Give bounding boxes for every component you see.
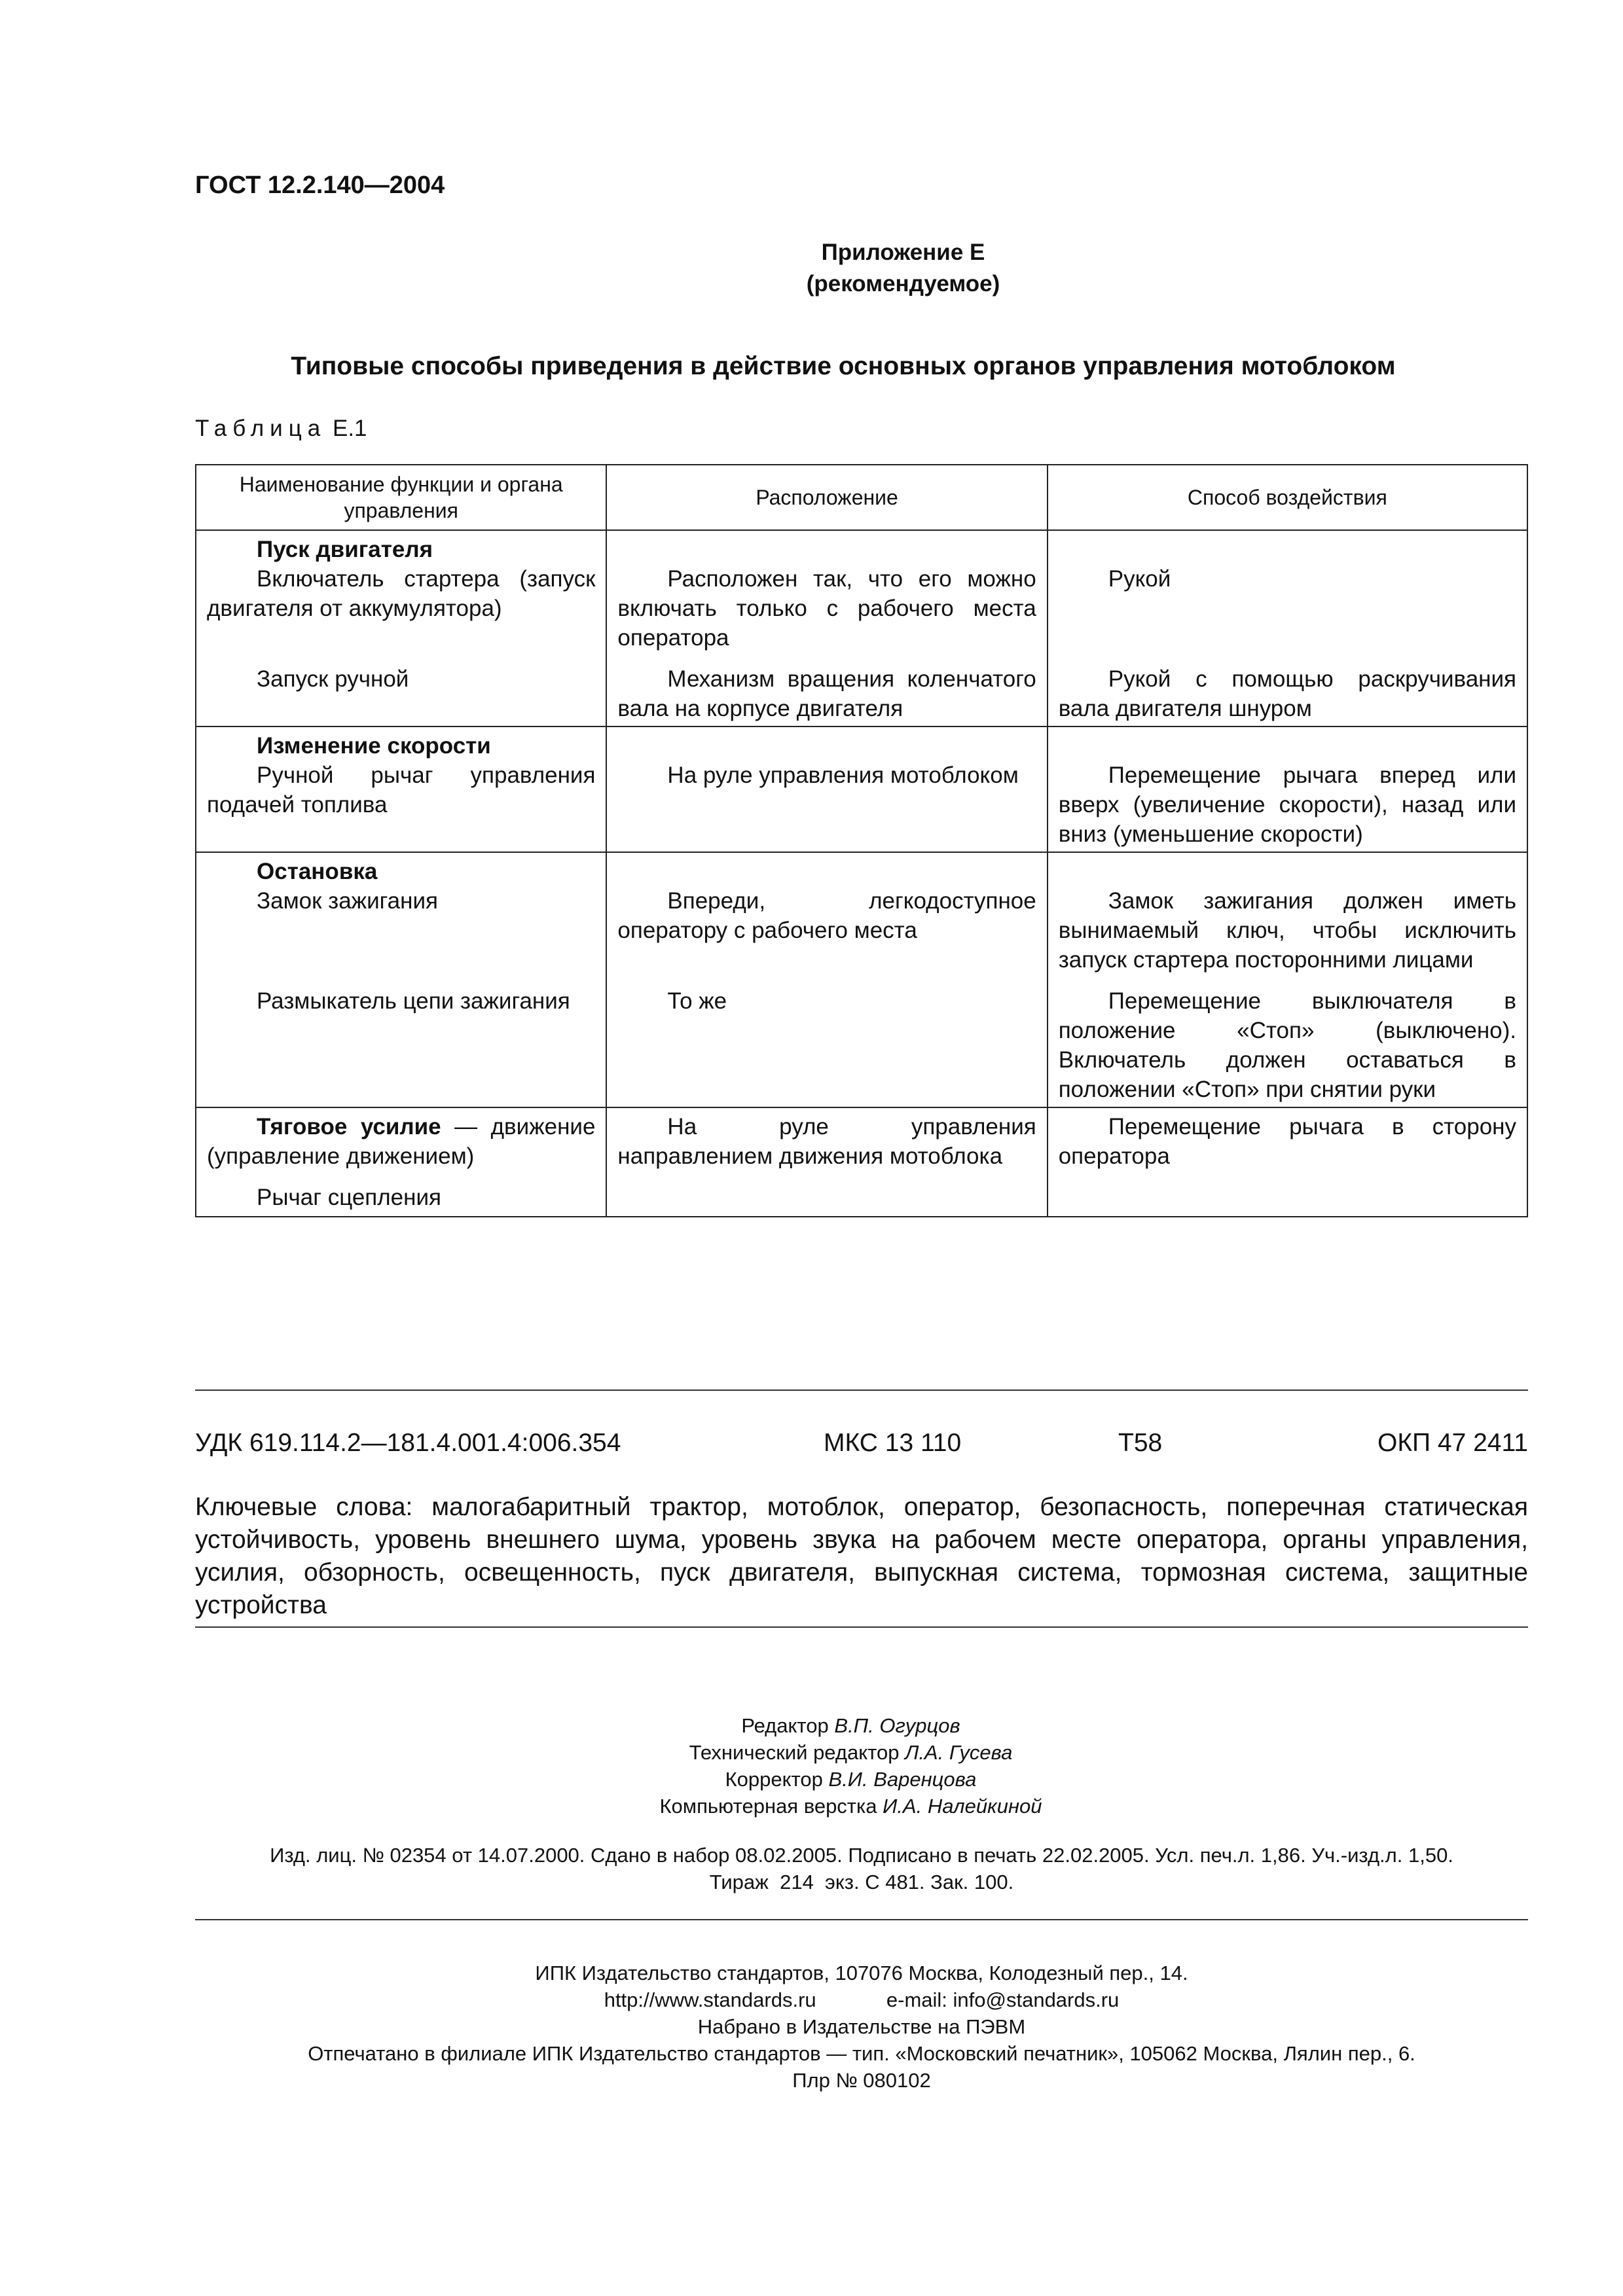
cell-method bbox=[1048, 1183, 1527, 1217]
group-title: Тяговое усилие bbox=[257, 1114, 441, 1139]
corrector-label: Корректор bbox=[725, 1768, 823, 1791]
group-title: Пуск двигателя bbox=[196, 530, 606, 564]
table-label bbox=[195, 416, 367, 442]
t-code: Т58 bbox=[1118, 1429, 1163, 1457]
controls-table bbox=[195, 464, 1528, 1217]
publication-line-2: Тираж 214 экз. С 481. Зак. 100. bbox=[709, 1871, 1014, 1893]
cell-control: Ручной рычаг управления подачей топлива bbox=[196, 761, 606, 852]
udk-code: УДК 619.114.2—181.4.001.4:006.354 bbox=[195, 1429, 621, 1457]
layout-label: Компьютерная верстка bbox=[659, 1795, 877, 1818]
cell-method: Перемещение рычага в сторону оператора bbox=[1048, 1107, 1527, 1171]
cell-method: Рукой bbox=[1048, 564, 1527, 653]
cell-control: Включатель стартера (запуск двигателя от аккумулятора) bbox=[196, 564, 606, 653]
mks-code: МКС 13 110 bbox=[824, 1429, 962, 1457]
layout-name: И.А. Налейкиной bbox=[883, 1795, 1042, 1818]
cell-control: Размыкатель цепи зажигания bbox=[196, 986, 606, 1107]
appendix-status: (рекомендуемое) bbox=[806, 271, 1000, 296]
cell-method: Рукой с помощью раскручивания вала двигателя шнуром bbox=[1048, 664, 1527, 726]
email-link[interactable]: e-mail: info@standards.ru bbox=[886, 1988, 1120, 2011]
cell-control: Рычаг сцепления bbox=[196, 1183, 606, 1217]
publication-info bbox=[195, 1842, 1528, 1895]
header-function: Наименование функции и органа управления bbox=[196, 465, 606, 530]
group-title-row bbox=[196, 530, 1527, 564]
table-row bbox=[196, 986, 1527, 1107]
cell-control: Замок зажигания bbox=[196, 886, 606, 975]
publication-line-1: Изд. лиц. № 02354 от 14.07.2000. Сдано в набор 08.02.2005. Подписано в печать 22.02.2005. Усл. печ.л. 1,86. Уч.-изд.л. 1,50. bbox=[270, 1844, 1453, 1867]
editor-line bbox=[39, 1712, 1623, 1739]
cell-location: Впереди, легкодоступное оператору с рабочего места bbox=[606, 886, 1047, 975]
table-row bbox=[196, 1107, 1527, 1171]
credits-block bbox=[0, 1712, 1623, 1820]
tech-editor-name: Л.А. Гусева bbox=[905, 1741, 1013, 1764]
printed-line: Отпечатано в филиале ИПК Издательство стандартов — тип. «Московский печатник», 105062 Москва, Лялин пер., 6. bbox=[308, 2042, 1415, 2065]
corrector-line bbox=[39, 1766, 1623, 1793]
table-row bbox=[196, 1183, 1527, 1217]
layout-line bbox=[39, 1793, 1623, 1820]
table-row bbox=[196, 564, 1527, 653]
group-title: Изменение скорости bbox=[196, 726, 606, 761]
cell-location: Расположен так, что его можно включать только с рабочего места оператора bbox=[606, 564, 1047, 653]
editor-label: Редактор bbox=[741, 1714, 829, 1737]
standard-number: ГОСТ 12.2.140—2004 bbox=[195, 171, 445, 199]
table-label-word: Таблица bbox=[195, 416, 327, 441]
header-location: Расположение bbox=[606, 465, 1047, 530]
divider bbox=[195, 1919, 1528, 1920]
table-label-number: Е.1 bbox=[332, 416, 367, 441]
web-line bbox=[195, 1986, 1528, 2013]
corrector-name: В.И. Варенцова bbox=[828, 1768, 977, 1791]
group-title-suffix: — движение (управление движением) bbox=[207, 1114, 596, 1169]
okp-code: ОКП 47 2411 bbox=[1377, 1429, 1528, 1457]
website-link[interactable]: http://www.standards.ru bbox=[604, 1988, 816, 2011]
publisher-line: ИПК Издательство стандартов, 107076 Москва, Колодезный пер., 14. bbox=[535, 1962, 1188, 1984]
cell-location bbox=[606, 1183, 1047, 1217]
printing-info bbox=[195, 1960, 1528, 2094]
cell-location: Механизм вращения коленчатого вала на корпусе двигателя bbox=[606, 664, 1047, 726]
divider bbox=[195, 1390, 1528, 1391]
group-title-row bbox=[196, 726, 1527, 761]
group-title: Остановка bbox=[196, 852, 606, 886]
table-row bbox=[196, 761, 1527, 852]
divider bbox=[195, 1626, 1528, 1628]
typeset-line: Набрано в Издательстве на ПЭВМ bbox=[697, 2015, 1026, 2038]
plr-line: Плр № 080102 bbox=[792, 2069, 931, 2092]
cell-method: Замок зажигания должен иметь вынимаемый ключ, чтобы исключить запуск стартера посторонними лицами bbox=[1048, 886, 1527, 975]
tech-editor-label: Технический редактор bbox=[689, 1741, 900, 1764]
cell-location: На руле управления направлением движения мотоблока bbox=[606, 1107, 1047, 1171]
appendix-heading bbox=[0, 237, 1623, 300]
group-title-cell bbox=[196, 1107, 606, 1171]
table-header-row bbox=[196, 465, 1527, 530]
cell-method: Перемещение выключателя в положение «Стоп» (выключено). Включатель должен оставаться в положении «Стоп» при снятии руки bbox=[1048, 986, 1527, 1107]
appendix-title: Приложение Е bbox=[821, 240, 985, 265]
cell-location: На руле управления мотоблоком bbox=[606, 761, 1047, 852]
section-title: Типовые способы приведения в действие основных органов управления мотоблоком bbox=[291, 352, 1396, 380]
group-title-row bbox=[196, 852, 1527, 886]
tech-editor-line bbox=[39, 1739, 1623, 1766]
keywords: Ключевые слова: малогабаритный трактор, мотоблок, оператор, безопасность, поперечная статическая устойчивость, уровень внешнего шума, уровень звука на рабочем месте оператора, органы управления, усилия, обзорность, освещенность, пуск двигателя, выпускная система, тормозная система, защитные устройства bbox=[195, 1493, 1528, 1619]
cell-location: То же bbox=[606, 986, 1047, 1107]
table-row bbox=[196, 664, 1527, 726]
cell-method: Перемещение рычага вперед или вверх (увеличение скорости), назад или вниз (уменьшение скорости) bbox=[1048, 761, 1527, 852]
editor-name: В.П. Огурцов bbox=[834, 1714, 960, 1737]
header-method: Способ воздействия bbox=[1048, 465, 1527, 530]
table-row bbox=[196, 886, 1527, 975]
cell-control: Запуск ручной bbox=[196, 664, 606, 726]
